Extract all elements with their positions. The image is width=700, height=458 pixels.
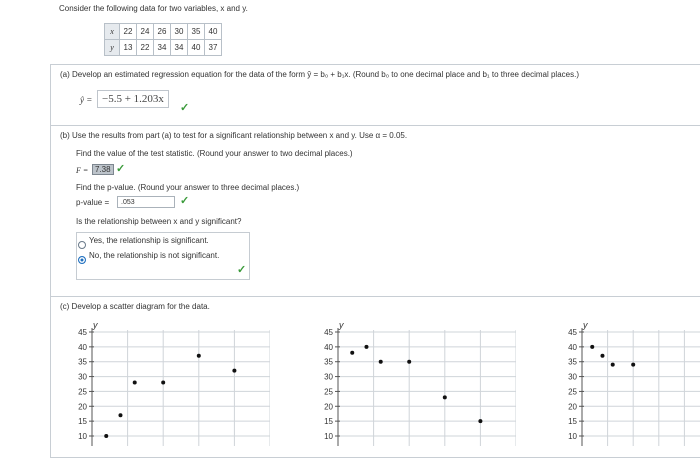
table-row-x xyxy=(105,24,222,40)
y-tick-label: 45 xyxy=(568,328,577,337)
table-cell: 24 xyxy=(137,24,154,40)
y-tick-label: 45 xyxy=(324,328,333,337)
significance-question: Is the relationship between x and y significant? xyxy=(76,217,242,226)
data-point xyxy=(197,354,201,358)
table-cell: 13 xyxy=(120,40,137,56)
correct-check-icon: ✓ xyxy=(180,195,190,207)
radio-no[interactable] xyxy=(78,251,86,269)
scatter-chart-2[interactable] xyxy=(306,316,516,446)
intro-text: Consider the following data for two variables, x and y. xyxy=(59,4,248,13)
table-cell: 40 xyxy=(188,40,205,56)
data-point xyxy=(611,363,615,367)
data-point xyxy=(443,395,447,399)
data-point xyxy=(407,360,411,364)
part-a-prompt: (a) Develop an estimated regression equation for the data of the form ŷ = b₀ + b₁x. (Round b₀ to one decimal place and b₁ to three decimal places.) xyxy=(60,70,579,79)
option-no-label: No, the relationship is not significant. xyxy=(89,251,220,260)
table-cell: 34 xyxy=(171,40,188,56)
f-value-field[interactable]: 7.38 xyxy=(92,164,114,175)
part-b-prompt: (b) Use the results from part (a) to test for a significant relationship between x and y. Use α = 0.05. xyxy=(60,131,408,140)
y-tick-label: 35 xyxy=(324,357,333,367)
data-point xyxy=(379,360,383,364)
table-cell: 34 xyxy=(154,40,171,56)
correct-check-icon: ✓ xyxy=(237,264,247,276)
y-tick-label: 30 xyxy=(568,372,577,382)
table-header-x: x xyxy=(105,24,120,40)
y-tick-label: 15 xyxy=(78,417,87,427)
table-cell: 40 xyxy=(205,24,222,40)
data-table xyxy=(104,23,222,56)
data-point xyxy=(478,419,482,423)
table-cell: 22 xyxy=(120,24,137,40)
f-label: F = xyxy=(76,166,89,175)
y-axis-label: y xyxy=(339,320,344,330)
y-tick-label: 25 xyxy=(568,387,577,397)
table-cell: 26 xyxy=(154,24,171,40)
yhat-label: ŷ = xyxy=(80,95,93,105)
f-prompt: Find the value of the test statistic. (Round your answer to two decimal places.) xyxy=(76,149,353,158)
data-point xyxy=(232,369,236,373)
data-point xyxy=(104,434,108,438)
p-label: p-value = xyxy=(76,198,110,207)
y-tick-label: 25 xyxy=(324,387,333,397)
y-axis-label: y xyxy=(583,320,588,330)
table-row-y xyxy=(105,40,222,56)
option-yes-label: Yes, the relationship is significant. xyxy=(89,236,209,245)
table-cell: 37 xyxy=(205,40,222,56)
y-tick-label: 40 xyxy=(324,342,333,352)
y-tick-label: 30 xyxy=(324,372,333,382)
y-tick-label: 35 xyxy=(568,357,577,367)
data-point xyxy=(350,351,354,355)
data-point xyxy=(600,354,604,358)
y-tick-label: 20 xyxy=(78,402,87,412)
data-point xyxy=(133,381,137,385)
y-tick-label: 40 xyxy=(78,342,87,352)
data-point xyxy=(631,363,635,367)
y-tick-label: 25 xyxy=(78,387,87,397)
y-tick-label: 35 xyxy=(78,357,87,367)
y-tick-label: 40 xyxy=(568,342,577,352)
y-tick-label: 10 xyxy=(324,432,333,441)
correct-check-icon: ✓ xyxy=(116,163,126,175)
y-tick-label: 30 xyxy=(78,372,87,382)
scatter-chart-1[interactable] xyxy=(60,316,270,446)
table-cell: 22 xyxy=(137,40,154,56)
data-point xyxy=(590,345,594,349)
correct-check-icon: ✓ xyxy=(180,102,190,114)
y-tick-label: 10 xyxy=(568,432,577,441)
scatter-chart-3[interactable] xyxy=(550,316,700,446)
part-c-prompt: (c) Develop a scatter diagram for the data. xyxy=(60,302,210,311)
y-tick-label: 20 xyxy=(568,402,577,412)
y-tick-label: 10 xyxy=(78,432,87,441)
p-value-field[interactable]: .053 xyxy=(117,196,175,208)
y-tick-label: 15 xyxy=(568,417,577,427)
table-cell: 35 xyxy=(188,24,205,40)
y-tick-label: 15 xyxy=(324,417,333,427)
p-prompt: Find the p-value. (Round your answer to three decimal places.) xyxy=(76,183,300,192)
y-axis-label: y xyxy=(93,320,98,330)
data-point xyxy=(118,413,122,417)
data-point xyxy=(364,345,368,349)
y-tick-label: 20 xyxy=(324,402,333,412)
data-point xyxy=(161,381,165,385)
regression-equation-field[interactable]: −5.5 + 1.203x xyxy=(97,90,169,108)
y-tick-label: 45 xyxy=(78,328,87,337)
table-header-y: y xyxy=(105,40,120,56)
table-cell: 30 xyxy=(171,24,188,40)
